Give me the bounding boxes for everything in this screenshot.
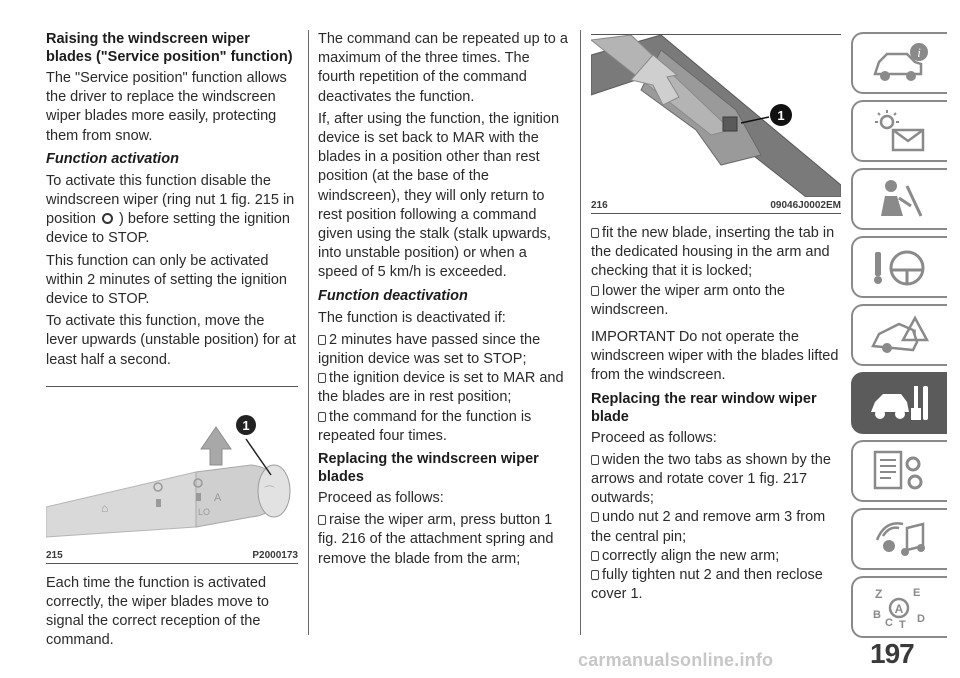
bullet-icon: [318, 412, 326, 422]
paragraph-if-after: If, after using the function, the ignition device is set back to MAR with the blades in a position other than rest position (at the base of the windscreen), they will only return to rest position following a command given using the stalk (stalk upwards, into unstable position) or when a speed of 5 km/h is exceeded.: [318, 110, 560, 281]
steering-wheel-key-icon: [869, 244, 931, 290]
svg-text:A: A: [894, 602, 904, 616]
bullet-icon: [591, 570, 599, 580]
list-item: correctly align the new arm;: [591, 547, 841, 566]
list-item: 2 minutes have passed since the ignition device was set to STOP;: [318, 331, 541, 368]
paragraph-repeat: The command can be repeated up to a maximum of the three times. The fourth repetition of the command deactivates the function.: [318, 31, 568, 105]
svg-text:B: B: [873, 609, 881, 621]
bullet-icon: [591, 228, 599, 238]
svg-text:!: !: [913, 327, 917, 341]
bullet-icon: [591, 512, 599, 522]
tab-car-info[interactable]: [851, 32, 947, 94]
svg-text:T: T: [899, 619, 906, 630]
list-item: fit the new blade, inserting the tab in the dedicated housing in the arm and checking that it is locked;: [591, 225, 835, 280]
paragraph-each-time: Each time the function is activated correctly, the wiper blades move to signal the correct reception of the command.: [46, 574, 269, 649]
figure-code: 09046J0002EM: [770, 200, 841, 211]
svg-text:D: D: [917, 613, 925, 625]
heading-replacing-rear-blade: Replacing the rear window wiper blade: [591, 390, 817, 425]
wiper-arm-illustration: [591, 35, 841, 197]
tab-safety[interactable]: [851, 168, 947, 230]
maintenance-car-wrench-icon: [869, 380, 931, 426]
tab-multimedia[interactable]: [851, 508, 947, 570]
svg-text:LO: LO: [198, 506, 211, 517]
figure-code: P2000173: [252, 549, 298, 561]
bullet-icon: [318, 515, 326, 525]
paragraph-activation-3: To activate this function, move the lever upwards (unstable position) for at least half a second.: [46, 313, 296, 368]
list-item: widen the two tabs as shown by the arrows and rotate cover 1 fig. 217 outwards;: [591, 451, 831, 507]
heading-function-deactivation: Function deactivation: [318, 287, 468, 304]
svg-text:Z: Z: [875, 587, 883, 601]
heading-replacing-blades: Replacing the windscreen wiper blades: [318, 451, 539, 486]
figure-216: [591, 34, 841, 214]
figure-number: 216: [591, 200, 608, 211]
emergency-car-icon: [869, 312, 931, 358]
paragraph-proceed-rear: Proceed as follows:: [591, 429, 717, 446]
svg-text:A: A: [214, 491, 222, 504]
list-item: undo nut 2 and remove arm 3 from the central pin;: [591, 509, 826, 545]
safety-airbag-icon: [869, 176, 931, 222]
tab-warning-lights[interactable]: [851, 100, 947, 162]
technical-data-gear-icon: [869, 448, 931, 494]
paragraph-activation-2: This function can only be activated within 2 minutes of setting the ignition device to STOP.: [46, 252, 287, 308]
tab-technical-data[interactable]: [851, 440, 947, 502]
bullet-icon: [591, 551, 599, 561]
list-item: lower the wiper arm onto the windscreen.: [591, 282, 785, 318]
list-item: raise the wiper arm, press button 1 fig. 216 of the attachment spring and remove the blade from the arm;: [318, 512, 554, 567]
callout-number: 1: [777, 108, 785, 123]
chapter-tabs: [851, 32, 947, 644]
bullet-icon: [591, 286, 599, 296]
paragraph-intro: The "Service position" function allows the driver to replace the windscreen wiper blades more easily, protecting them from snow.: [46, 70, 287, 144]
figure-caption: [46, 547, 298, 563]
figure-caption: [591, 197, 841, 213]
wiper-stalk-illustration: [46, 387, 298, 547]
callout-number: 1: [242, 417, 250, 433]
svg-text:i: i: [917, 45, 921, 60]
tab-emergency[interactable]: [851, 304, 947, 366]
svg-text:E: E: [913, 587, 921, 599]
bullet-icon: [318, 373, 326, 383]
ring-nut-position-icon: [102, 213, 113, 224]
column-2: [318, 30, 570, 569]
car-info-icon: [869, 40, 931, 86]
list-item: the command for the function is repeated four times.: [318, 408, 532, 444]
bullet-icon: [318, 335, 326, 345]
figure-215: [46, 386, 298, 564]
column-3: [591, 34, 841, 604]
paragraph-activation-1: To activate this function disable the windscreen wiper (ring nut 1 fig. 215 in position ) before setting the ignition device to STOP.: [46, 172, 295, 247]
list-item: fully tighten nut 2 and then reclose cover 1.: [591, 567, 823, 603]
multimedia-icon: [869, 516, 931, 562]
heading-function-activation: Function activation: [46, 150, 179, 167]
svg-text:⌒: ⌒: [264, 485, 275, 498]
column-1: [46, 30, 298, 654]
column-divider: [308, 30, 309, 635]
svg-text:⌂: ⌂: [101, 500, 109, 515]
tab-maintenance[interactable]: [851, 372, 947, 434]
warning-lights-icon: [869, 108, 931, 154]
paragraph-important: IMPORTANT Do not operate the windscreen wiper with the blades lifted from the windscreen.: [591, 329, 839, 384]
alphabetical-index-icon: [869, 584, 931, 630]
page-number: 197: [870, 638, 914, 669]
bullet-icon: [591, 455, 599, 465]
paragraph-proceed: Proceed as follows:: [318, 490, 444, 507]
tab-starting-driving[interactable]: [851, 236, 947, 298]
svg-text:C: C: [885, 617, 893, 629]
tab-index[interactable]: [851, 576, 947, 638]
list-item: the ignition device is set to MAR and the blades are in rest position;: [318, 370, 564, 406]
paragraph-deactivated-if: The function is deactivated if:: [318, 309, 506, 326]
figure-number: 215: [46, 549, 63, 561]
column-divider: [580, 30, 581, 635]
heading-raising-wiper-blades: Raising the windscreen wiper blades ("Service position" function): [46, 31, 293, 65]
watermark: carmanualsonline.info: [578, 650, 774, 670]
